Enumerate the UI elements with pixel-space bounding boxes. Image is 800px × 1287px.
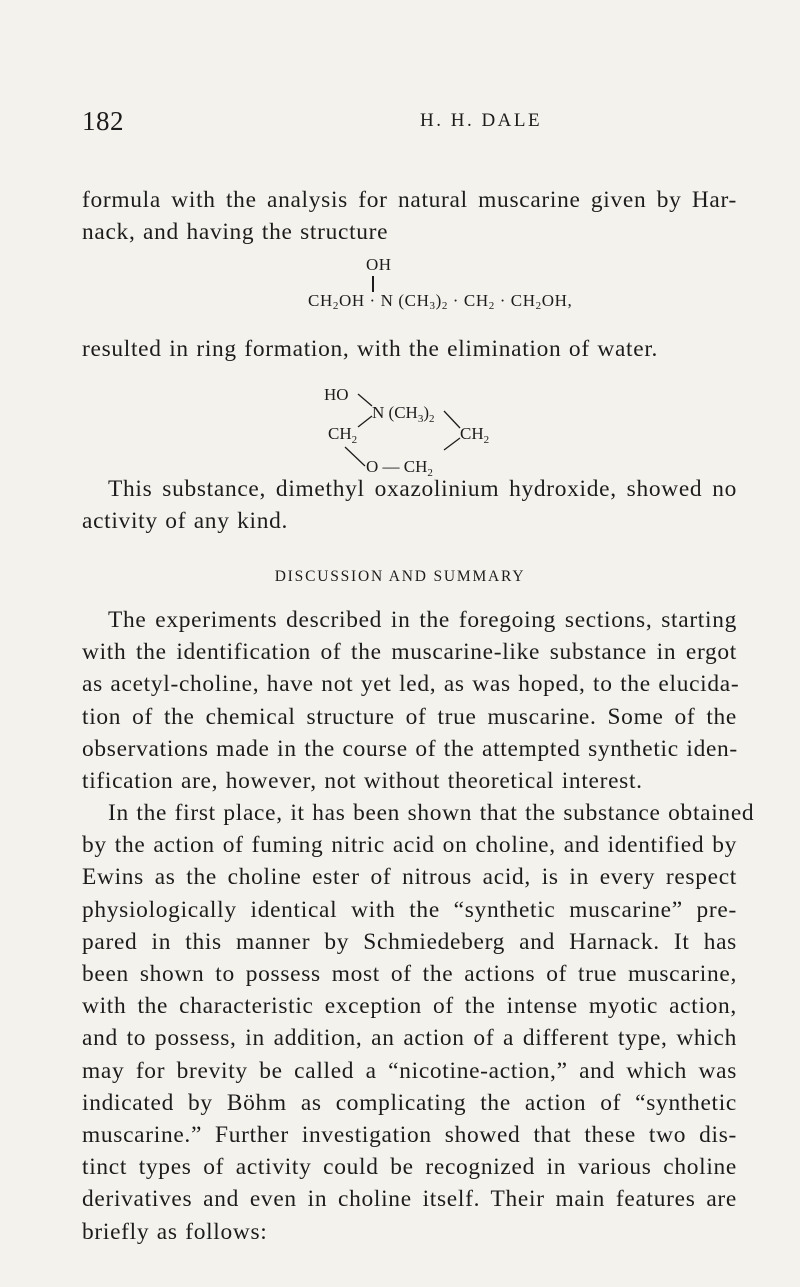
text-line: Ewins as the choline ester of nitrous acid, is in every respect — [82, 864, 737, 891]
text-line: as acetyl-choline, have not yet led, as was hoped, to the elucida- — [82, 671, 740, 698]
page-number: 182 — [82, 106, 124, 136]
ring-hydroxyl: HO — [324, 385, 349, 404]
text-line: resulted in ring formation, with the elimination of water. — [82, 336, 659, 362]
text-line: briefly as follows: — [82, 1218, 268, 1245]
ring-nitrogen-group: N $(CH_3)_2$ — [372, 403, 435, 425]
text-line: In the first place, it has been shown that the substance obtained — [108, 800, 755, 826]
formula-bond-line — [372, 276, 374, 292]
text-line: physiologically identical with the “synthetic muscarine” pre- — [82, 896, 737, 923]
formula-hydroxyl: OH — [366, 255, 392, 274]
ring-bottom-oxygen: O — $CH_2$ — [366, 457, 433, 479]
text-line: by the action of fuming nitric acid on choline, and identified by — [82, 832, 737, 859]
paragraph-discussion — [82, 604, 740, 797]
text-line: tification are, however, not without theoretical interest. — [82, 768, 643, 795]
text-line: with the identification of the muscarine-like substance in ergot — [82, 639, 737, 666]
section-heading: DISCUSSION AND SUMMARY — [274, 568, 526, 585]
text-line: may for brevity be called a “nicotine-action,” and which was — [82, 1057, 737, 1084]
text-line: observations made in the course of the attempted synthetic iden- — [82, 735, 738, 762]
paragraph-oxazolinium — [82, 473, 737, 537]
text-line: been shown to possess most of the actions of true muscarine, — [82, 961, 737, 988]
text-line: nack, and having the structure — [82, 219, 389, 246]
formula-main-chain: $CH_2OH \cdot N$ $(CH_3)_2 \cdot CH_2 \cdot CH_2OH$, — [308, 291, 573, 312]
text-line: This substance, dimethyl oxazolinium hydroxide, showed no — [108, 476, 737, 502]
text-line: muscarine.” Further investigation showed that these two dis- — [82, 1122, 737, 1149]
text-line: and to possess, in addition, an action of a different type, which — [82, 1025, 737, 1052]
text-line: derivatives and even in choline itself. Their main features are — [82, 1186, 737, 1213]
text-line: indicated by Böhm as complicating the action of “synthetic — [82, 1089, 737, 1116]
paragraph-findings — [82, 797, 755, 1248]
text-line: pared in this manner by Schmiedeberg and Harnack. It has — [82, 928, 737, 955]
ring-right-methylene: $CH_2$ — [460, 424, 490, 446]
paragraph-ring-formation — [82, 333, 737, 365]
paragraph-intro — [82, 184, 737, 248]
page-header — [82, 106, 742, 136]
text-line: tion of the chemical structure of true muscarine. Some of the — [82, 703, 737, 730]
running-head: H. H. DALE — [420, 110, 543, 131]
text-line: tinct types of activity could be recognized in various choline — [82, 1154, 737, 1181]
text-line: activity of any kind. — [82, 508, 289, 535]
text-line: formula with the analysis for natural muscarine given by Har- — [82, 187, 737, 213]
text-line: The experiments described in the foregoing sections, starting — [108, 607, 737, 633]
ring-left-methylene: $CH_2$ — [328, 424, 358, 446]
text-line: with the characteristic exception of the intense myotic action, — [82, 993, 737, 1020]
